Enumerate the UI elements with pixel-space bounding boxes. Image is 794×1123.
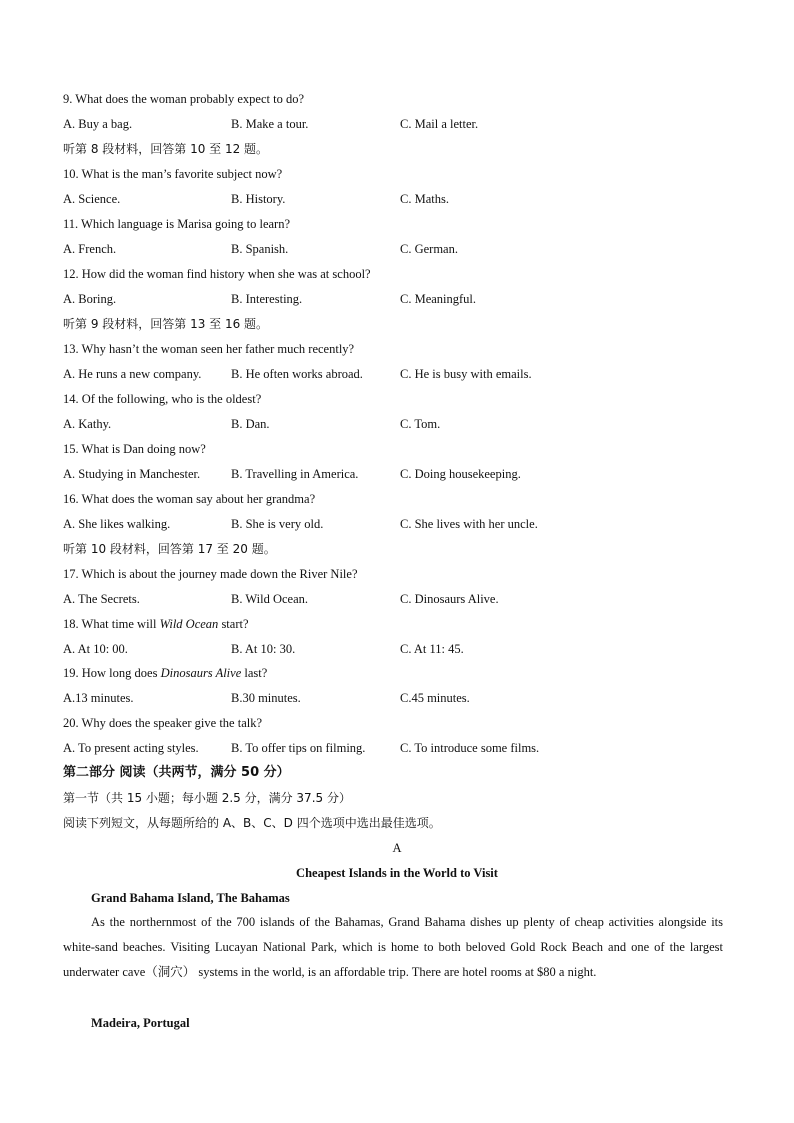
section-instruction-10: 听第 10 段材料，回答第 17 至 20 题。 <box>63 542 276 556</box>
option-b: B. Dan. <box>231 417 270 431</box>
question-20 <box>63 714 262 732</box>
question-text: 17. Which is about the journey made down the River Nile? <box>63 567 358 581</box>
section-instruction-9: 听第 9 段材料，回答第 13 至 16 题。 <box>63 317 269 331</box>
question-14 <box>63 390 261 408</box>
question-11 <box>63 215 290 233</box>
question-16 <box>63 490 315 508</box>
question-12 <box>63 265 371 283</box>
option-b: B. To offer tips on filming. <box>231 741 366 755</box>
passage-letter: A <box>392 841 402 855</box>
question-text: 20. Why does the speaker give the talk? <box>63 716 263 730</box>
question-text: 16. What does the woman say about her grandma? <box>63 492 316 506</box>
passage-paragraph-1: As the northernmost of the 700 islands of the Bahamas, Grand Bahama dishes up plenty of cheap activities alongside its white-sand beaches. Visiting Lucayan National Park, which is home to both beloved Gold Rock Beach and one of the largest underwater cave（洞穴） systems in the world, is an affordable trip. There are hotel rooms at $80 a night. <box>63 915 723 979</box>
option-b: B. History. <box>231 192 286 206</box>
reading-direction: 阅读下列短文，从每题所给的 A、B、C、D 四个选项中选出最佳选项。 <box>63 816 441 830</box>
option-a: A. Studying in Manchester. <box>63 467 201 481</box>
option-b: B. Interesting. <box>231 292 303 306</box>
option-b: B. Spanish. <box>231 242 289 256</box>
option-c: C. She lives with her uncle. <box>400 517 538 531</box>
question-text: 10. What is the man’s favorite subject now? <box>63 167 283 181</box>
option-c: C.45 minutes. <box>400 691 470 705</box>
question-text-pre: 19. How long does <box>63 666 161 680</box>
question-text-title: Dinosaurs Alive <box>160 666 242 680</box>
question-text: 15. What is Dan doing now? <box>63 442 206 456</box>
island-heading-madeira: Madeira, Portugal <box>91 1016 190 1030</box>
island-heading-grand-bahama: Grand Bahama Island, The Bahamas <box>91 891 290 905</box>
option-a: A. French. <box>63 242 117 256</box>
option-a: A. Buy a bag. <box>63 117 133 131</box>
passage-title: Cheapest Islands in the World to Visit <box>296 866 498 880</box>
option-b: B.30 minutes. <box>231 691 301 705</box>
option-a: A. To present acting styles. <box>63 741 199 755</box>
option-b: B. She is very old. <box>231 517 324 531</box>
question-text-title: Wild Ocean <box>159 617 219 631</box>
question-text-post: last? <box>241 666 268 680</box>
option-a: A. At 10: 00. <box>63 642 128 656</box>
option-c: C. Doing housekeeping. <box>400 467 521 481</box>
option-b: B. Wild Ocean. <box>231 592 309 606</box>
question-text: 9. What does the woman probably expect to do? <box>63 92 305 106</box>
option-c: C. Dinosaurs Alive. <box>400 592 499 606</box>
question-18 <box>63 615 249 633</box>
question-text-pre: 18. What time will <box>63 617 160 631</box>
question-17 <box>63 565 358 583</box>
option-c: C. To introduce some films. <box>400 741 540 755</box>
section-one-heading: 第一节（共 15 小题；每小题 2.5 分，满分 37.5 分） <box>63 791 351 805</box>
option-a: A. Boring. <box>63 292 117 306</box>
question-10 <box>63 165 282 183</box>
question-text: 12. How did the woman find history when she was at school? <box>63 267 371 281</box>
option-b: B. He often works abroad. <box>231 367 363 381</box>
option-c: C. Maths. <box>400 192 449 206</box>
option-a: A. Science. <box>63 192 121 206</box>
option-c: C. He is busy with emails. <box>400 367 532 381</box>
part-two-title: 第二部分 阅读（共两节，满分 50 分） <box>63 765 290 780</box>
option-c: C. At 11: 45. <box>400 642 464 656</box>
question-19 <box>63 664 267 682</box>
question-text: 14. Of the following, who is the oldest? <box>63 392 262 406</box>
option-a: A. The Secrets. <box>63 592 140 606</box>
option-b: B. Travelling in America. <box>231 467 359 481</box>
option-c: C. Tom. <box>400 417 441 431</box>
question-text: 13. Why hasn’t the woman seen her father much recently? <box>63 342 355 356</box>
option-a: A. She likes walking. <box>63 517 171 531</box>
section-instruction-8: 听第 8 段材料，回答第 10 至 12 题。 <box>63 142 269 156</box>
option-a: A. Kathy. <box>63 417 112 431</box>
option-c: C. Meaningful. <box>400 292 477 306</box>
question-13 <box>63 340 354 358</box>
option-a: A. He runs a new company. <box>63 367 202 381</box>
option-b: B. Make a tour. <box>231 117 309 131</box>
option-a: A.13 minutes. <box>63 691 134 705</box>
question-9 <box>63 90 304 108</box>
option-c: C. Mail a letter. <box>400 117 479 131</box>
question-text-post: start? <box>218 617 249 631</box>
option-b: B. At 10: 30. <box>231 642 296 656</box>
question-text: 11. Which language is Marisa going to learn? <box>63 217 291 231</box>
question-15 <box>63 440 206 458</box>
option-c: C. German. <box>400 242 458 256</box>
